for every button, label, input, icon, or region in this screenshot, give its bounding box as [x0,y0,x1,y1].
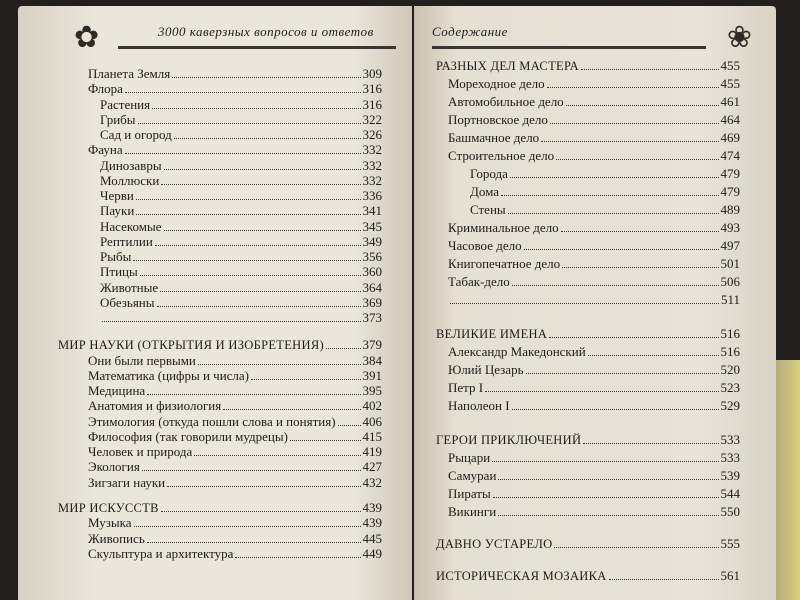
dot-leader [501,195,718,196]
toc-entry-label: Медицина [88,383,146,398]
dot-leader [556,159,718,160]
toc-entry-row [448,274,740,290]
toc-page-number: 529 [720,398,740,413]
toc-page-number: 391 [362,368,382,383]
flower-ornament-icon: ❀ [726,21,752,54]
dot-leader [161,511,361,512]
dot-leader [485,391,718,392]
dot-leader [161,184,360,185]
dot-leader [609,579,719,580]
toc-page-number: 493 [720,220,740,235]
toc-page-number: 520 [720,362,740,377]
toc-page-number: 439 [362,515,382,530]
toc-page-number: 497 [720,238,740,253]
dot-leader [510,177,719,178]
dot-leader [251,379,360,380]
toc-entry-label: Этимология (откуда пошли слова и понятия) [88,414,336,429]
toc-entry-label: Портновское дело [448,112,548,127]
toc-page-number: 332 [362,158,382,173]
toc-entry-row [470,202,740,218]
toc-entry-row [88,353,382,369]
right-page [414,6,776,600]
toc-entry-label: Черви [100,188,134,203]
toc-page-number: 384 [362,353,382,368]
toc-entry-label: Самураи [448,468,497,483]
toc-page-number: 336 [362,188,382,203]
toc-page-number: 455 [720,76,740,91]
toc-entry-label: Растения [100,97,151,112]
toc-entry-row [100,97,382,113]
toc-entry-label: Книгопечатное дело [448,256,561,271]
toc-page-number: 449 [362,546,382,561]
toc-section-row [436,58,740,74]
dot-leader [524,249,719,250]
toc-page-number: 533 [720,432,740,447]
toc-entry-row [448,468,740,484]
toc-entry-label: Обезьяны [100,295,155,310]
toc-entry-label: Автомобильное дело [448,94,564,109]
toc-entry-row [88,531,382,547]
toc-entry-row [448,362,740,378]
toc-entry-row [448,112,740,128]
toc-entry-label: Рыбы [100,249,132,264]
toc-entry-row [448,450,740,466]
toc-entry-label: Города [470,166,508,181]
contents-title: Содержание [432,24,508,39]
toc-page-number: 516 [720,344,740,359]
toc-entry-label: Сад и огород [100,127,172,142]
toc-entry-label: Петр I [448,380,484,395]
dot-leader [194,455,360,456]
toc-entry-row [448,398,740,414]
toc-page-number: 332 [362,173,382,188]
toc-entry-label: МИР НАУКИ (ОТКРЫТИЯ И ИЗОБРЕТЕНИЯ) [58,338,324,352]
dot-leader [223,409,360,410]
dot-leader [164,230,361,231]
toc-entry-row [88,459,382,475]
toc-page-number: 516 [720,326,740,341]
toc-entry-row [88,444,382,460]
toc-entry-row [448,380,740,396]
left-page [18,6,412,600]
toc-entry-row [470,184,740,200]
toc-entry-row [100,158,382,174]
dot-leader [152,108,360,109]
dot-leader [160,291,360,292]
toc-entry-label: Они были первыми [88,353,196,368]
toc-entry-label: Анатомия и физиология [88,398,222,413]
toc-entry-label: Экология [88,459,140,474]
toc-entry-row [448,344,740,360]
toc-entry-row [448,148,740,164]
dot-leader [512,409,719,410]
toc-entry-row [88,81,382,97]
toc-page-number: 427 [362,459,382,474]
toc-entry-row [88,398,382,414]
dot-leader [492,461,718,462]
toc-entry-row [448,486,740,502]
toc-page-number: 373 [362,310,382,325]
toc-entry-row [448,94,740,110]
toc-entry-label: Человек и природа [88,444,193,459]
toc-entry-label: Зигзаги науки [88,475,166,490]
toc-page-number: 445 [362,531,382,546]
toc-entry-label: Моллюски [100,173,160,188]
toc-entry-label: Птицы [100,264,138,279]
toc-page-number: 395 [362,383,382,398]
dot-leader [174,138,361,139]
dot-leader [541,141,718,142]
dot-leader [498,479,718,480]
toc-entry-label: Башмачное дело [448,130,540,145]
toc-page-number: 533 [720,450,740,465]
dot-leader [136,214,360,215]
toc-page-number: 544 [720,486,740,501]
toc-page-number: 415 [362,429,382,444]
dot-leader [549,337,718,338]
toc-entry-label: ВЕЛИКИЕ ИМЕНА [436,327,548,341]
toc-entry-row [100,219,382,235]
toc-page-number: 316 [362,97,382,112]
toc-entry-row [88,383,382,399]
toc-section-row [58,500,382,516]
toc-entry-row [448,256,740,272]
toc-page-number: 364 [362,280,382,295]
toc-entry-label: Криминальное дело [448,220,559,235]
dot-leader [164,169,361,170]
dot-leader [140,275,361,276]
toc-section-row [436,536,740,552]
dot-leader [198,364,361,365]
dot-leader [147,542,361,543]
toc-section-row [58,337,382,353]
dot-leader [562,267,718,268]
toc-entry-label: Динозавры [100,158,162,173]
toc-page-number: 316 [362,81,382,96]
toc-page-number: 555 [720,536,740,551]
toc-entry-row [88,368,382,384]
dot-leader [561,231,719,232]
toc-section-row [436,568,740,584]
dot-leader [125,153,361,154]
toc-page-number: 464 [720,112,740,127]
dot-leader [508,213,719,214]
toc-entry-label: Животные [100,280,159,295]
toc-section-row [436,326,740,342]
toc-entry-row [100,188,382,204]
dot-leader [554,547,718,548]
dot-leader [588,355,719,356]
dot-leader [172,77,360,78]
toc-entry-row [88,66,382,82]
dot-leader [157,306,361,307]
toc-page-number: 360 [362,264,382,279]
toc-page-number: 489 [720,202,740,217]
toc-entry-row [100,280,382,296]
toc-entry-label: Александр Македонский [448,344,586,359]
toc-entry-label: РАЗНЫХ ДЕЛ МАСТЕРА [436,59,579,73]
toc-entry-label: Пираты [448,486,491,501]
toc-entry-row [88,515,382,531]
toc-entry-row [448,220,740,236]
toc-page-number: 326 [362,127,382,142]
toc-page-number: 550 [720,504,740,519]
toc-page-number: 461 [720,94,740,109]
toc-page-number: 379 [362,337,382,352]
toc-page-number: 523 [720,380,740,395]
toc-entry-row [88,475,382,491]
toc-entry-row [100,310,382,326]
toc-entry-row [448,238,740,254]
toc-entry-label: Планета Земля [88,66,171,81]
toc-entry-row [448,130,740,146]
dot-leader [290,440,361,441]
toc-page-number: 439 [362,500,382,515]
toc-entry-label: Флора [88,81,123,96]
toc-entry-row [100,127,382,143]
toc-entry-row [470,166,740,182]
dot-leader [125,92,361,93]
toc-page-number: 539 [720,468,740,483]
dot-leader [147,394,360,395]
dot-leader [493,497,719,498]
dot-leader [155,245,361,246]
dot-leader [550,123,719,124]
toc-page-number: 341 [362,203,382,218]
toc-entry-row [100,203,382,219]
toc-entry-label: Стены [470,202,506,217]
toc-entry-label: Пауки [100,203,135,218]
flower-ornament-icon: ✿ [74,21,100,54]
toc-entry-label: Философия (так говорили мудрецы) [88,429,288,444]
toc-entry-row [448,292,740,308]
toc-page-number: 432 [362,475,382,490]
toc-entry-label: Дома [470,184,500,199]
toc-entry-row [88,546,382,562]
toc-entry-row [100,234,382,250]
dot-leader [338,425,361,426]
toc-entry-row [88,142,382,158]
dot-leader [138,123,361,124]
toc-entry-row [448,504,740,520]
toc-page-number: 345 [362,219,382,234]
toc-entry-row [100,264,382,280]
dot-leader [512,285,719,286]
toc-entry-label: Скульптура и архитектура [88,546,234,561]
dot-leader [134,526,361,527]
toc-entry-row [88,429,382,445]
toc-entry-label: Мореходное дело [448,76,545,91]
toc-entry-row [100,249,382,265]
toc-entry-label: ГЕРОИ ПРИКЛЮЧЕНИЙ [436,433,582,447]
toc-entry-label: Юлий Цезарь [448,362,524,377]
dot-leader [142,470,361,471]
toc-page-number: 469 [720,130,740,145]
toc-page-number: 511 [720,292,740,307]
dot-leader [102,321,361,322]
toc-page-number: 479 [720,184,740,199]
table-of-contents-right [414,6,776,600]
dot-leader [326,348,361,349]
toc-entry-label: Табак-дело [448,274,510,289]
toc-entry-label: ИСТОРИЧЕСКАЯ МОЗАИКА [436,569,607,583]
toc-page-number: 402 [362,398,382,413]
toc-page-number: 561 [720,568,740,583]
page-edge [776,360,800,600]
dot-leader [167,486,360,487]
toc-page-number: 309 [362,66,382,81]
toc-page-number: 406 [362,414,382,429]
toc-page-number: 419 [362,444,382,459]
dot-leader [498,515,718,516]
dot-leader [581,69,719,70]
toc-entry-label: Строительное дело [448,148,555,163]
toc-entry-label: МИР ИСКУССТВ [58,501,159,515]
toc-entry-label: Математика (цифры и числа) [88,368,250,383]
toc-page-number: 356 [362,249,382,264]
dot-leader [450,303,719,304]
toc-entry-label: Живопись [88,531,145,546]
toc-entry-label: Викинги [448,504,497,519]
toc-entry-row [100,295,382,311]
toc-page-number: 349 [362,234,382,249]
book-title: 3000 каверзных вопросов и ответов [158,24,374,39]
toc-entry-row [100,173,382,189]
toc-page-number: 479 [720,166,740,181]
toc-entry-row [100,112,382,128]
toc-entry-label: Грибы [100,112,136,127]
toc-section-row [436,432,740,448]
toc-entry-row [88,414,382,430]
toc-page-number: 501 [720,256,740,271]
toc-entry-row [448,76,740,92]
dot-leader [136,199,361,200]
dot-leader [133,260,360,261]
toc-page-number: 322 [362,112,382,127]
toc-entry-label: Насекомые [100,219,162,234]
toc-page-number: 332 [362,142,382,157]
toc-entry-label: Рептилии [100,234,153,249]
dot-leader [235,557,360,558]
dot-leader [566,105,719,106]
toc-page-number: 455 [720,58,740,73]
dot-leader [583,443,718,444]
toc-entry-label: ДАВНО УСТАРЕЛО [436,537,553,551]
dot-leader [547,87,719,88]
toc-entry-label: Музыка [88,515,132,530]
table-of-contents-left [18,6,412,600]
toc-page-number: 506 [720,274,740,289]
dot-leader [526,373,719,374]
toc-entry-label: Часовое дело [448,238,522,253]
toc-page-number: 369 [362,295,382,310]
toc-entry-label: Фауна [88,142,123,157]
toc-entry-label: Наполеон I [448,398,510,413]
toc-entry-label: Рыцари [448,450,491,465]
toc-page-number: 474 [720,148,740,163]
